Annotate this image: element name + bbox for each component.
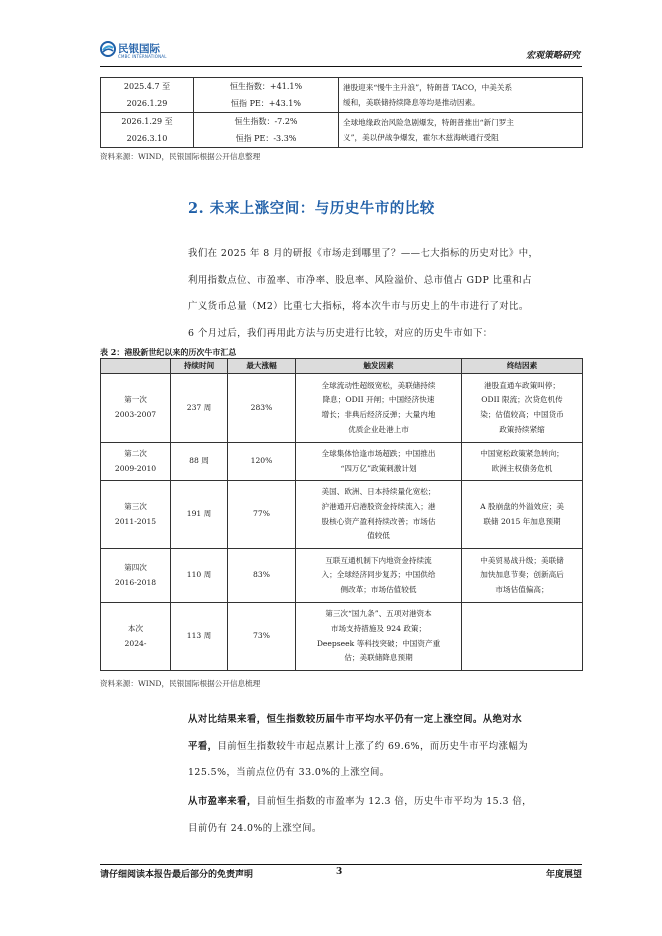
column-header: 终结因素 xyxy=(462,359,583,374)
table-row xyxy=(101,443,583,481)
analysis-paragraph-2: 从市盈率来看，目前恒生指数的市盈率为 12.3 倍，历史牛市平均为 15.3 倍， 目前仍有 24.0%的上涨空间。 xyxy=(188,796,533,834)
table2-source: 资料来源：WIND，民银国际根据公开信息梳理 xyxy=(100,679,261,688)
intro-paragraph: 我们在 2025 年 8 月的研报《市场走到哪里了？——七大指标的历史对比》中， 利用指数点位、市盈率、市净率、股息率、风险溢价、总市值占 GDP 比重和占 广义货币总量（M2）比重七大指标，将本次牛市与历史上的牛市进行了对比。 6 个月过后，我们再用此方法与历史进行比较，对应的历史牛市如下： xyxy=(188,248,539,339)
trigger-cell: 互联互通机制下内地资金持续流 入；全球经济同步复苏；中国供给 侧改革；市场估值较低 xyxy=(296,549,462,603)
trigger-cell: 第三次“国九条”、五项对港资本 市场支持措施及 924 政策； Deepseek 等科技突破；中国资产重 估；美联储降息预期 xyxy=(296,603,462,671)
duration-cell: 237 周 xyxy=(171,374,228,443)
end-cell xyxy=(462,603,583,671)
table2-caption: 表 2：港股新世纪以来的历次牛市汇总 xyxy=(100,347,237,357)
bull-name-cell: 第四次 2016-2018 xyxy=(101,549,171,603)
bull-name-cell: 本次 2024- xyxy=(101,603,171,671)
header-rule xyxy=(100,66,582,67)
brand-name-en: CMBC INTERNATIONAL xyxy=(118,54,167,59)
end-cell: 港股直通车政策叫停； ODII 限流；次贷危机传 染；估值较高；中国货币 政策持续紧缩 xyxy=(462,374,583,443)
brand-logo-icon xyxy=(100,41,116,57)
table1-source: 资料来源：WIND，民银国际根据公开信息整理 xyxy=(100,152,261,161)
bull-market-table xyxy=(100,358,583,671)
header-section-title: 宏观策略研究 xyxy=(525,51,580,61)
duration-cell: 110 周 xyxy=(171,549,228,603)
trigger-cell: 全球集体恰逢市场超跌；中国推出 “四万亿”政策刺激计划 xyxy=(296,443,462,481)
column-header: 触发因素 xyxy=(296,359,462,374)
table-row xyxy=(101,549,583,603)
footer-report-type: 年度展望 xyxy=(545,870,582,880)
brand-logo xyxy=(100,40,200,64)
period-cell: 2026.1.29 至 2026.3.10 xyxy=(101,113,194,148)
analysis-paragraph-1: 从对比结果来看，恒生指数较历届牛市平均水平仍有一定上涨空间。从绝对水 平看，目前恒生指数较牛市起点累计上涨了约 69.6%，而历史牛市平均涨幅为 125.5%，当前点位仍有 33.0%的上涨空间。 xyxy=(188,714,529,778)
end-cell: 中国宽松政策紧急转向； 欧洲主权债务危机 xyxy=(462,443,583,481)
gain-cell: 283% xyxy=(228,374,296,443)
table-row xyxy=(101,603,583,671)
section-title: 未来上涨空间：与历史牛市的比较 xyxy=(209,200,435,217)
section-number: 2. xyxy=(188,200,205,217)
footer-rule xyxy=(100,864,582,865)
duration-cell: 191 周 xyxy=(171,481,228,549)
gain-cell: 77% xyxy=(228,481,296,549)
column-header xyxy=(101,359,171,374)
duration-cell: 113 周 xyxy=(171,603,228,671)
drivers-cell: 港股迎来“慢牛主升浪”，特朗普 TACO，中美关系 缓和，美联储持续降息等均是推动因素。 xyxy=(339,78,583,113)
table-row xyxy=(101,374,583,443)
gain-cell: 120% xyxy=(228,443,296,481)
gain-cell: 73% xyxy=(228,603,296,671)
end-cell: 中美贸易战升级；美联储 加快加息节奏；创新高后 市场估值偏高； xyxy=(462,549,583,603)
period-cell: 2025.4.7 至 2026.1.29 xyxy=(101,78,194,113)
trigger-cell: 全球流动性超级宽松，美联储持续 降息；ODII 开闸；中国经济快速 增长；非典后经济反弹；大量内地 优质企业赴港上市 xyxy=(296,374,462,443)
table-header-row xyxy=(101,359,583,374)
metrics-cell: 恒生指数：-7.2% 恒指 PE：-3.3% xyxy=(194,113,339,148)
gain-cell: 83% xyxy=(228,549,296,603)
duration-cell: 88 周 xyxy=(171,443,228,481)
column-header: 最大涨幅 xyxy=(228,359,296,374)
brand-name-cn: 民银国际 xyxy=(118,43,160,55)
table-row xyxy=(101,78,583,113)
bull-name-cell: 第二次 2009-2010 xyxy=(101,443,171,481)
trigger-cell: 美国、欧洲、日本持续量化宽松； 沪港通开启港股资金持续流入；港 股核心资产盈利持续改善；市场估 值较低 xyxy=(296,481,462,549)
bull-name-cell: 第一次 2003-2007 xyxy=(101,374,171,443)
column-header: 持续时间 xyxy=(171,359,228,374)
page-number: 3 xyxy=(336,867,343,877)
table-row xyxy=(101,481,583,549)
end-cell: A 股崩盘的外溢效应；美 联储 2015 年加息预期 xyxy=(462,481,583,549)
footer-disclaimer: 请仔细阅读本报告最后部分的免责声明 xyxy=(100,870,254,880)
section-heading xyxy=(188,197,435,218)
bull-name-cell: 第三次 2011-2015 xyxy=(101,481,171,549)
drivers-cell: 全球地缘政治风险急剧爆发，特朗普推出“新门罗主 义”，美以伊战争爆发，霍尔木兹海峡通行受阻 xyxy=(339,113,583,148)
market-phase-table xyxy=(100,77,583,148)
metrics-cell: 恒生指数：+41.1% 恒指 PE：+43.1% xyxy=(194,78,339,113)
table-row xyxy=(101,113,583,148)
